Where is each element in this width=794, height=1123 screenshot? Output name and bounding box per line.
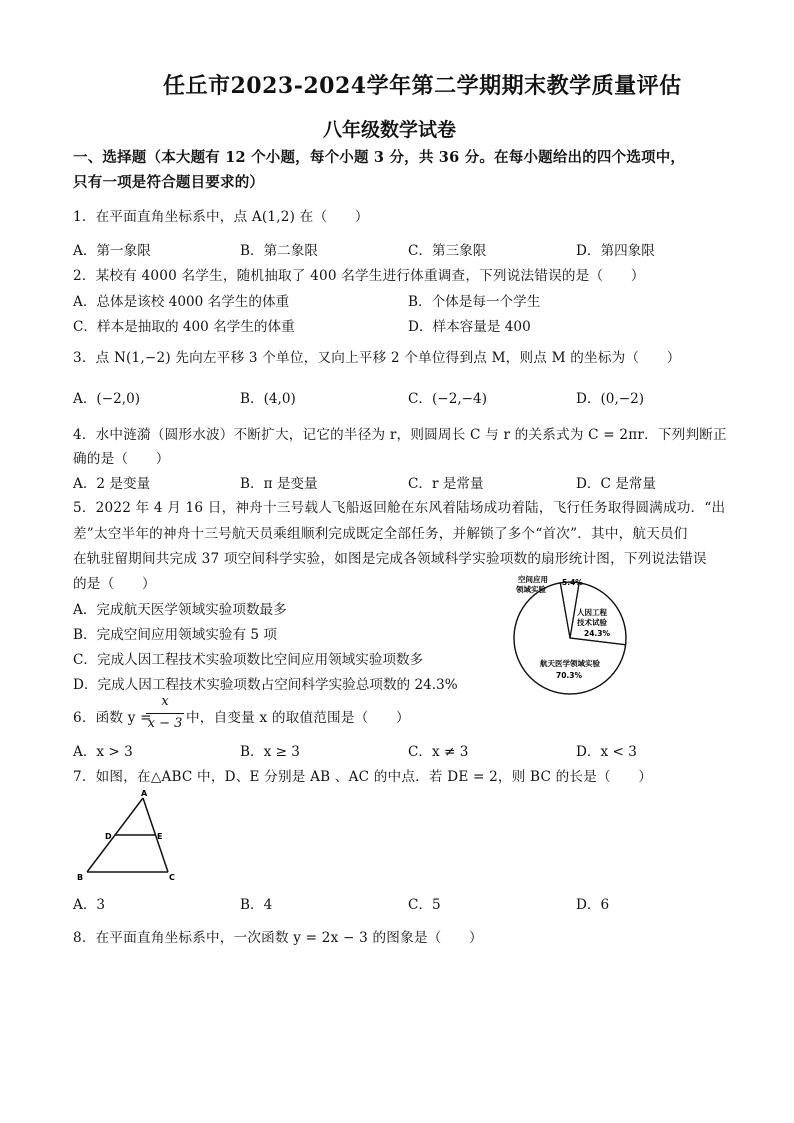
q7-option-a[interactable]: A．3: [73, 897, 106, 913]
q2-option-c[interactable]: C．样本是抽取的 400 名学生的体重: [73, 319, 295, 335]
section-heading-line2: 只有一项是符合题目要求的）: [73, 174, 265, 191]
q6-stem-post: 中，自变量 x 的取值范围是（ ）: [186, 710, 410, 726]
q2-option-a[interactable]: A．总体是该校 4000 名学生的体重: [73, 294, 290, 310]
q6-fraction-bar: [146, 713, 184, 714]
pie-label-space-app-line2: 领域实验: [516, 585, 546, 594]
q6-option-a[interactable]: A．x > 3: [73, 744, 133, 760]
vertex-b-label: B: [77, 873, 84, 882]
q2-option-b[interactable]: B．个体是每一个学生: [408, 294, 541, 310]
q7-option-b[interactable]: B．4: [240, 897, 273, 913]
pie-label-human-pct: 24.3%: [584, 629, 611, 638]
vertex-c-label: C: [169, 873, 175, 882]
q4-option-c[interactable]: C．r 是常量: [408, 476, 484, 492]
q7-stem: 7．如图，在△ABC 中，D、E 分别是 AB 、AC 的中点．若 DE = 2，则 BC 的长是（ ）: [73, 769, 653, 785]
pie-label-space-app-pct: 5.4%: [562, 578, 583, 587]
q4-option-b[interactable]: B．π 是变量: [240, 476, 318, 492]
q5-option-d[interactable]: D．完成人因工程技术实验项数占空间科学实验总项数的 24.3%: [73, 677, 458, 693]
q5-stem-line3: 在轨驻留期间共完成 37 项空间科学实验，如图是完成各领域科学实验项数的扇形统计图，下列说法错误: [73, 551, 707, 567]
q3-option-b[interactable]: B．(4,0): [240, 391, 296, 407]
pie-label-human-line1: 人因工程: [577, 608, 607, 617]
q7-option-d[interactable]: D．6: [576, 897, 610, 913]
q1-option-b[interactable]: B．第二象限: [240, 243, 318, 259]
q2-option-d[interactable]: D．样本容量是 400: [408, 319, 531, 335]
q6-fraction-numerator: x: [161, 694, 169, 709]
vertex-a-label: A: [141, 790, 148, 798]
pie-label-space-app-line1: 空间应用: [518, 575, 548, 584]
q6-option-b[interactable]: B．x ≥ 3: [240, 744, 300, 760]
q7-option-c[interactable]: C．5: [408, 897, 441, 913]
q4-option-a[interactable]: A．2 是变量: [73, 476, 151, 492]
exam-subtitle: 八年级数学试卷: [323, 119, 457, 141]
q4-option-d[interactable]: D．C 是常量: [576, 476, 656, 492]
q1-option-d[interactable]: D．第四象限: [576, 243, 655, 259]
q1-option-a[interactable]: A．第一象限: [73, 243, 151, 259]
q5-stem-line4: 的是（ ）: [73, 576, 156, 592]
q3-stem: 3．点 N(1,−2) 先向左平移 3 个单位，又向上平移 2 个单位得到点 M，则点 M 的坐标为（ ）: [73, 350, 681, 366]
q5-option-b[interactable]: B．完成空间应用领域实验有 5 项: [73, 627, 277, 643]
q6-option-d[interactable]: D．x < 3: [576, 744, 637, 760]
triangle-figure: [73, 790, 183, 882]
q5-stem-line2: 差”太空半年的神舟十三号航天员乘组顺利完成既定全部任务，并解锁了多个“首次”．其中，航天员们: [73, 526, 688, 542]
point-e-label: E: [157, 832, 163, 841]
pie-label-human-line2: 技术试验: [577, 618, 607, 627]
q5-stem-line1: 5．2022 年 4 月 16 日，神舟十三号载人飞船返回舱在东风着陆场成功着陆，飞行任务取得圆满成功．“出: [73, 500, 726, 516]
q1-stem: 1．在平面直角坐标系中，点 A(1,2) 在（ ）: [73, 209, 369, 225]
q5-option-c[interactable]: C．完成人因工程技术实验项数比空间应用领域实验项数多: [73, 652, 424, 668]
pie-label-medical-line1: 航天医学领域实验: [540, 659, 600, 668]
q2-stem: 2．某校有 4000 名学生，随机抽取了 400 名学生进行体重调查，下列说法错误的是（ ）: [73, 268, 645, 284]
q1-option-c[interactable]: C．第三象限: [408, 243, 487, 259]
q3-option-a[interactable]: A．(−2,0): [73, 391, 141, 407]
point-d-label: D: [105, 832, 112, 841]
q3-option-d[interactable]: D．(0,−2): [576, 391, 645, 407]
q4-stem-line1: 4．水中涟漪（圆形水波）不断扩大，记它的半径为 r，则圆周长 C 与 r 的关系式为 C = 2πr．下列判断正: [73, 427, 727, 443]
q6-option-c[interactable]: C．x ≠ 3: [408, 744, 469, 760]
q6-stem-pre: 6．函数 y =: [73, 710, 152, 726]
q3-option-c[interactable]: C．(−2,−4): [408, 391, 488, 407]
pie-label-medical-pct: 70.3%: [556, 671, 583, 680]
pie-chart: [500, 570, 650, 710]
q8-stem: 8．在平面直角坐标系中，一次函数 y = 2x − 3 的图象是（ ）: [73, 930, 483, 946]
q4-stem-line2: 确的是（ ）: [73, 451, 170, 467]
q5-option-a[interactable]: A．完成航天医学领域实验项数最多: [73, 602, 287, 618]
exam-title: 任丘市2023-2024学年第二学期期末教学质量评估: [163, 73, 682, 99]
q6-fraction-denominator: x − 3: [147, 716, 183, 731]
section-heading-line1: 一、选择题（本大题有 12 个小题，每个小题 3 分，共 36 分。在每小题给出的四个选项中，: [73, 149, 686, 166]
